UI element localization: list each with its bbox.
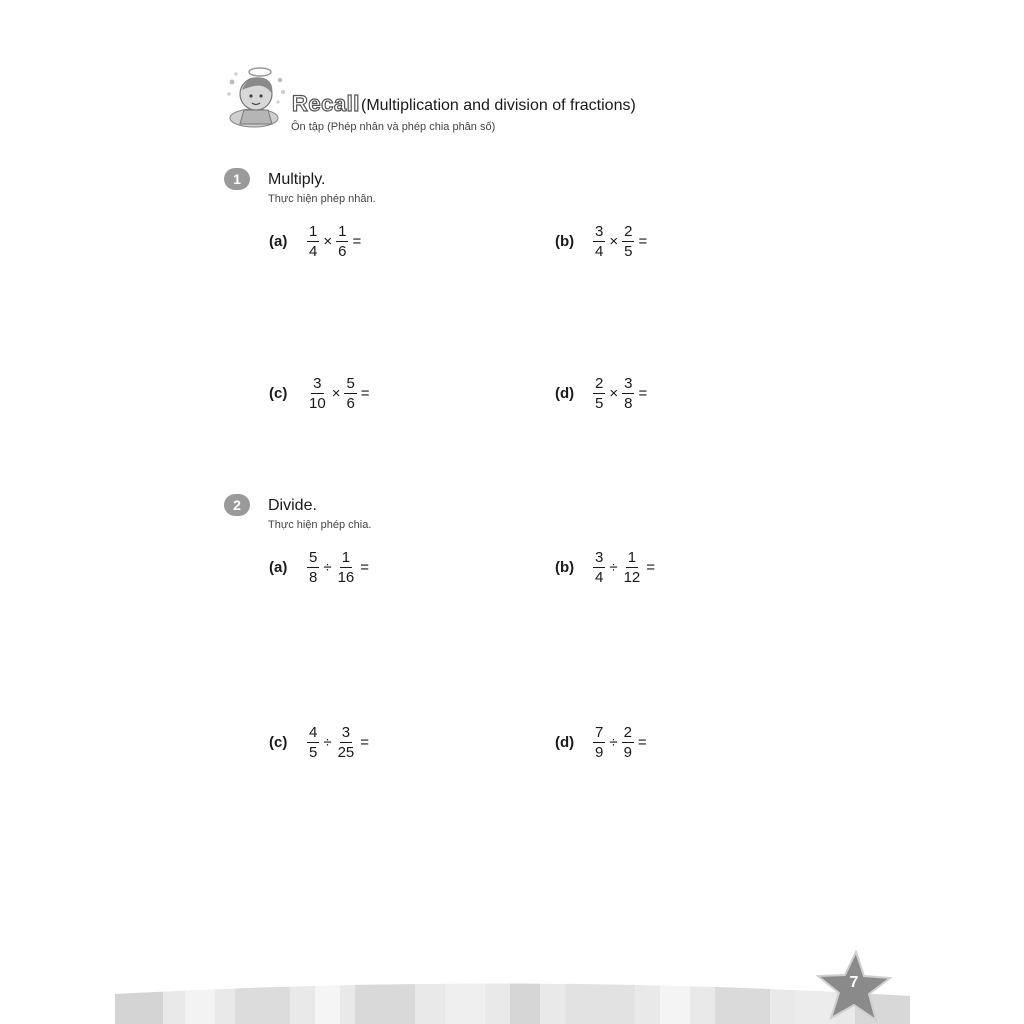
question-number-badge: 2 xyxy=(224,494,250,516)
fraction xyxy=(622,724,634,761)
problem-1b xyxy=(555,223,651,260)
problem-2b xyxy=(555,549,659,586)
numerator: 5 xyxy=(309,549,318,566)
fraction xyxy=(593,724,605,761)
fraction xyxy=(622,223,634,260)
fraction xyxy=(593,223,605,260)
problem-label: (a) xyxy=(269,233,288,250)
fraction xyxy=(344,375,356,412)
fraction xyxy=(622,549,643,586)
equals-sign: = xyxy=(360,734,370,751)
denominator: 16 xyxy=(337,569,355,586)
numerator: 3 xyxy=(595,223,604,240)
fraction xyxy=(307,724,319,761)
denominator: 4 xyxy=(595,569,604,586)
denominator: 5 xyxy=(309,744,318,761)
equals-sign: = xyxy=(638,233,648,250)
denominator: 6 xyxy=(338,243,347,260)
problem-label: (b) xyxy=(555,559,575,576)
denominator: 8 xyxy=(624,395,633,412)
operator: × xyxy=(609,233,619,250)
problem-1c xyxy=(269,375,374,412)
recall-heading-word: Recall xyxy=(292,91,360,116)
denominator: 12 xyxy=(623,569,641,586)
problem-2d xyxy=(555,724,651,761)
denominator: 10 xyxy=(309,395,326,412)
fraction xyxy=(622,375,634,412)
equals-sign: = xyxy=(638,385,648,402)
denominator: 9 xyxy=(595,744,604,761)
mascot-thinking-illustration xyxy=(224,66,288,132)
fraction xyxy=(593,549,605,586)
numerator: 7 xyxy=(595,724,604,741)
denominator: 5 xyxy=(624,243,633,260)
problem-1d xyxy=(555,375,651,412)
problem-2a xyxy=(269,549,373,586)
operator: ÷ xyxy=(609,559,618,576)
problem-label: (a) xyxy=(269,559,288,576)
denominator: 8 xyxy=(309,569,318,586)
numerator: 2 xyxy=(624,223,633,240)
numerator: 3 xyxy=(341,724,351,741)
numerator: 1 xyxy=(341,549,351,566)
fraction xyxy=(336,724,357,761)
problem-label: (c) xyxy=(269,734,288,751)
numerator: 2 xyxy=(595,375,604,392)
denominator: 4 xyxy=(309,243,318,260)
problem-label: (d) xyxy=(555,734,575,751)
fraction xyxy=(307,223,319,260)
page-number: 7 xyxy=(849,974,859,991)
question-title: Divide. xyxy=(268,497,317,514)
operator: ÷ xyxy=(609,734,618,751)
fraction xyxy=(336,549,357,586)
numerator: 1 xyxy=(627,549,637,566)
problem-label: (b) xyxy=(555,233,575,250)
question-number-badge: 1 xyxy=(224,168,250,190)
denominator: 5 xyxy=(595,395,604,412)
fraction xyxy=(336,223,348,260)
numerator: 5 xyxy=(346,375,355,392)
problem-1a xyxy=(269,223,365,260)
recall-subtitle: Ôn tập (Phép nhân và phép chia phân số) xyxy=(291,121,496,133)
fraction xyxy=(307,549,319,586)
denominator: 9 xyxy=(623,744,632,761)
denominator: 25 xyxy=(337,744,355,761)
equals-sign: = xyxy=(352,233,362,250)
numerator: 3 xyxy=(624,375,633,392)
equals-sign: = xyxy=(637,734,647,751)
equals-sign: = xyxy=(360,385,370,402)
equals-sign: = xyxy=(646,559,656,576)
operator: ÷ xyxy=(323,734,332,751)
problem-label: (d) xyxy=(555,385,575,402)
operator: × xyxy=(609,385,619,402)
equals-sign: = xyxy=(360,559,370,576)
fraction xyxy=(307,375,328,412)
question-subtitle: Thực hiện phép nhân. xyxy=(268,193,376,205)
numerator: 2 xyxy=(623,724,632,741)
denominator: 4 xyxy=(595,243,604,260)
operator: × xyxy=(323,233,333,250)
problem-label: (c) xyxy=(269,385,288,402)
numerator: 4 xyxy=(309,724,318,741)
question-subtitle: Thực hiện phép chia. xyxy=(268,519,372,531)
recall-title: (Multiplication and division of fractions) xyxy=(361,97,636,114)
numerator: 3 xyxy=(313,375,322,392)
numerator: 1 xyxy=(338,223,347,240)
denominator: 6 xyxy=(346,395,355,412)
question-title: Multiply. xyxy=(268,171,326,188)
numerator: 1 xyxy=(309,223,318,240)
operator: ÷ xyxy=(323,559,332,576)
footer-stripe-band xyxy=(115,976,910,1024)
operator: × xyxy=(331,385,341,402)
numerator: 3 xyxy=(595,549,604,566)
problem-2c xyxy=(269,724,373,761)
fraction xyxy=(593,375,605,412)
